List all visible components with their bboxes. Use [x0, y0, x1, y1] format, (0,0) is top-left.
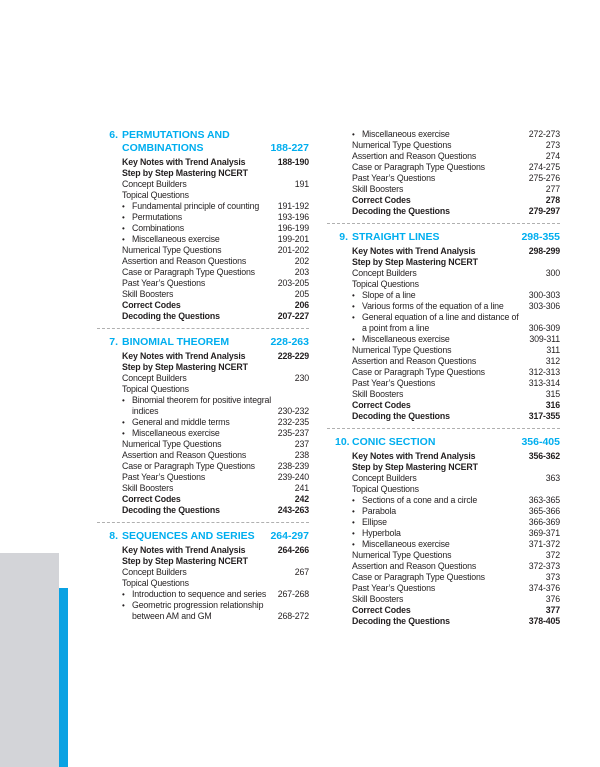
entry-pages: 205: [294, 289, 309, 299]
entry-label: Assertion and Reason Questions: [352, 356, 477, 366]
toc-entry: [122, 567, 309, 578]
entry-pages: 191-192: [277, 201, 309, 211]
entry-pages: 303-306: [528, 301, 560, 311]
toc-column-left: [105, 129, 309, 622]
bullet-icon: •: [122, 202, 125, 211]
toc-entry: [122, 256, 309, 267]
bullet-icon: •: [122, 224, 125, 233]
entry-pages: 196-199: [277, 223, 309, 233]
toc-entry: [352, 561, 560, 572]
entry-label: Correct Codes: [352, 400, 411, 410]
bullet-icon: •: [352, 302, 355, 311]
entry-pages: 373: [545, 572, 560, 582]
toc-entry: [122, 311, 309, 322]
toc-column-right: [335, 129, 560, 627]
entry-pages: 317-355: [528, 411, 560, 421]
entry-label: Slope of a line: [362, 290, 416, 300]
bullet-icon: •: [352, 291, 355, 300]
entry-label: Key Notes with Trend Analysis: [122, 157, 246, 167]
entry-label: Assertion and Reason Questions: [122, 256, 247, 266]
entry-label: Assertion and Reason Questions: [352, 561, 477, 571]
toc-entry: [122, 278, 309, 289]
toc-entry: [122, 589, 309, 600]
toc-entry: [352, 594, 560, 605]
toc-entry: [122, 168, 309, 179]
entry-pages: 309-311: [529, 334, 560, 344]
entry-label: Case or Paragraph Type Questions: [352, 162, 485, 172]
entry-label: Concept Builders: [352, 473, 417, 483]
entry-label: Past Year’s Questions: [352, 583, 436, 593]
bullet-icon: •: [352, 507, 355, 516]
toc-entry: [352, 451, 560, 462]
entry-pages: 363: [545, 473, 560, 483]
bullet-icon: •: [352, 496, 355, 505]
toc-entry: [122, 373, 309, 384]
toc-entry: [352, 411, 560, 422]
entry-label: Past Year’s Questions: [122, 278, 206, 288]
entry-label: Correct Codes: [352, 605, 411, 615]
section-heading: [339, 231, 560, 244]
toc-entry: [352, 389, 560, 400]
toc-entry: [352, 290, 560, 301]
bullet-icon: •: [122, 601, 125, 610]
entry-pages: 268-272: [277, 611, 309, 621]
section-heading: [109, 129, 309, 155]
entry-label: Skill Boosters: [352, 184, 404, 194]
entry-pages: 278: [545, 195, 560, 205]
entry-label: Skill Boosters: [122, 483, 174, 493]
toc-entry: [352, 495, 560, 506]
entry-label: Fundamental principle of counting: [132, 201, 260, 211]
bullet-icon: •: [122, 590, 125, 599]
entry-pages: 243-263: [277, 505, 309, 515]
toc-entry: [122, 472, 309, 483]
toc-entry: [352, 484, 560, 495]
toc-entry: [122, 234, 309, 245]
entry-pages: 315: [545, 389, 560, 399]
section-number: 7.: [109, 336, 118, 348]
entry-label: Key Notes with Trend Analysis: [122, 351, 246, 361]
entry-label: General equation of a line and distance of a point from a line: [362, 312, 519, 333]
toc-entry: [122, 212, 309, 223]
toc-entry: [122, 384, 309, 395]
bullet-icon: •: [122, 213, 125, 222]
entry-label: Numerical Type Questions: [352, 345, 452, 355]
entry-pages: 306-309: [528, 323, 560, 333]
entry-label: General and middle terms: [132, 417, 230, 427]
entry-pages: 207-227: [277, 311, 309, 321]
section-page-range: 228-263: [270, 336, 309, 348]
entry-label: Skill Boosters: [352, 389, 404, 399]
section-page-range: 298-355: [521, 231, 560, 243]
entry-label: Topical Questions: [352, 484, 419, 494]
section-title: CONIC SECTION: [352, 436, 436, 448]
entry-pages: 241: [294, 483, 309, 493]
toc-entry: [122, 417, 309, 428]
entry-label: Decoding the Questions: [122, 505, 220, 515]
toc-entry: [352, 367, 560, 378]
entry-label: Concept Builders: [352, 268, 417, 278]
entry-label: Introduction to sequence and series: [132, 589, 267, 599]
entry-label: Miscellaneous exercise: [132, 234, 220, 244]
entry-label: Case or Paragraph Type Questions: [352, 572, 485, 582]
entry-label: Numerical Type Questions: [352, 140, 452, 150]
dashed-separator: [327, 428, 560, 429]
dashed-separator: [97, 522, 309, 523]
entry-label: Skill Boosters: [122, 289, 174, 299]
entry-pages: 232-235: [277, 417, 309, 427]
toc-entry: [352, 246, 560, 257]
bullet-icon: •: [352, 540, 355, 549]
entry-label: Case or Paragraph Type Questions: [122, 267, 255, 277]
entry-pages: 230-232: [277, 406, 309, 416]
section-page-range: 356-405: [521, 436, 560, 448]
entry-label: Topical Questions: [122, 578, 189, 588]
bullet-icon: •: [352, 313, 355, 322]
gray-accent-bar: [0, 553, 59, 767]
toc-entry: [352, 151, 560, 162]
entry-pages: 277: [545, 184, 560, 194]
section-number: 6.: [109, 129, 118, 141]
toc-entry: [352, 605, 560, 616]
toc-entry: [352, 257, 560, 268]
section-heading: [109, 336, 309, 349]
bullet-icon: •: [122, 429, 125, 438]
entry-label: Step by Step Mastering NCERT: [122, 168, 248, 178]
toc-entry: [352, 173, 560, 184]
entry-pages: 316: [545, 400, 560, 410]
entry-pages: 203-205: [277, 278, 309, 288]
entry-label: Topical Questions: [122, 384, 189, 394]
section-title: BINOMIAL THEOREM: [122, 336, 230, 348]
entry-label: Key Notes with Trend Analysis: [352, 451, 476, 461]
entry-label: Decoding the Questions: [352, 206, 450, 216]
entry-pages: 239-240: [277, 472, 309, 482]
entry-pages: 377: [545, 605, 560, 615]
entry-label: Decoding the Questions: [352, 411, 450, 421]
bullet-icon: •: [352, 518, 355, 527]
entry-pages: 371-372: [528, 539, 560, 549]
entry-label: Case or Paragraph Type Questions: [352, 367, 485, 377]
entry-pages: 363-365: [528, 495, 560, 505]
toc-entry: [122, 428, 309, 439]
entry-label: Ellipse: [362, 517, 387, 527]
toc-entry: [122, 289, 309, 300]
bullet-icon: •: [352, 335, 355, 344]
entry-pages: 365-366: [528, 506, 560, 516]
entry-label: Correct Codes: [122, 300, 181, 310]
toc-entry: [352, 206, 560, 217]
entry-pages: 312: [545, 356, 560, 366]
entry-label: Miscellaneous exercise: [362, 129, 450, 139]
toc-entry: [352, 129, 560, 140]
entry-label: Numerical Type Questions: [122, 245, 222, 255]
entry-pages: 228-229: [277, 351, 309, 361]
toc-entry: [122, 545, 309, 556]
toc-entry: [122, 494, 309, 505]
entry-pages: 279-297: [528, 206, 560, 216]
toc-entry: [122, 556, 309, 567]
toc-entry: [352, 462, 560, 473]
entry-label: Assertion and Reason Questions: [122, 450, 247, 460]
entry-label: Assertion and Reason Questions: [352, 151, 477, 161]
section-heading: [335, 436, 560, 449]
toc-entry: [352, 550, 560, 561]
toc-entry: [352, 473, 560, 484]
entry-label: Numerical Type Questions: [352, 550, 452, 560]
entry-pages: 274-275: [528, 162, 560, 172]
bullet-icon: •: [122, 235, 125, 244]
entry-pages: 237: [294, 439, 309, 449]
entry-label: Decoding the Questions: [122, 311, 220, 321]
entry-label: Parabola: [362, 506, 397, 516]
entry-label: Past Year’s Questions: [122, 472, 206, 482]
toc-entry: [122, 245, 309, 256]
entry-pages: 193-196: [277, 212, 309, 222]
entry-label: Key Notes with Trend Analysis: [122, 545, 246, 555]
toc-entry: [352, 312, 560, 334]
toc-entry: [122, 300, 309, 311]
entry-pages: 238: [294, 450, 309, 460]
entry-pages: 230: [294, 373, 309, 383]
entry-label: Step by Step Mastering NCERT: [122, 556, 248, 566]
entry-label: Decoding the Questions: [352, 616, 450, 626]
section-page-range: 264-297: [270, 530, 309, 542]
section-title: STRAIGHT LINES: [352, 231, 440, 243]
entry-pages: 376: [545, 594, 560, 604]
entry-label: Skill Boosters: [352, 594, 404, 604]
entry-label: Concept Builders: [122, 373, 187, 383]
toc-entry: [352, 195, 560, 206]
toc-entry: [352, 345, 560, 356]
entry-label: Correct Codes: [122, 494, 181, 504]
toc-entry: [122, 461, 309, 472]
entry-label: Topical Questions: [122, 190, 189, 200]
entry-pages: 272-273: [528, 129, 560, 139]
entry-label: Miscellaneous exercise: [362, 334, 450, 344]
entry-pages: 242: [294, 494, 309, 504]
toc-entry: [352, 572, 560, 583]
toc-entry: [122, 450, 309, 461]
entry-pages: 374-376: [528, 583, 560, 593]
toc-entry: [122, 483, 309, 494]
entry-label: Key Notes with Trend Analysis: [352, 246, 476, 256]
entry-pages: 203: [294, 267, 309, 277]
toc-entry: [352, 539, 560, 550]
toc-entry: [352, 356, 560, 367]
toc-entry: [122, 190, 309, 201]
entry-pages: 369-371: [528, 528, 560, 538]
entry-label: Miscellaneous exercise: [362, 539, 450, 549]
toc-entry: [122, 201, 309, 212]
bullet-icon: •: [122, 396, 125, 405]
entry-pages: 300: [545, 268, 560, 278]
toc-entry: [352, 140, 560, 151]
entry-label: Binomial theorem for positive integral indices: [132, 395, 272, 416]
section-heading: [109, 530, 309, 543]
entry-label: Concept Builders: [122, 567, 187, 577]
entry-pages: 202: [294, 256, 309, 266]
toc-entry: [352, 400, 560, 411]
entry-label: Combinations: [132, 223, 184, 233]
entry-pages: 201-202: [277, 245, 309, 255]
entry-pages: 191: [294, 179, 309, 189]
toc-entry: [122, 578, 309, 589]
entry-label: Correct Codes: [352, 195, 411, 205]
entry-label: Past Year’s Questions: [352, 173, 436, 183]
entry-pages: 366-369: [528, 517, 560, 527]
section-title: SEQUENCES AND SERIES: [122, 530, 255, 542]
entry-pages: 372-373: [528, 561, 560, 571]
entry-pages: 235-237: [277, 428, 309, 438]
blue-accent-bar: [59, 588, 68, 767]
section-number: 8.: [109, 530, 118, 542]
toc-entry: [122, 351, 309, 362]
toc-entry: [352, 616, 560, 627]
entry-label: Case or Paragraph Type Questions: [122, 461, 255, 471]
section-page-range: 188-227: [270, 142, 309, 154]
entry-label: Step by Step Mastering NCERT: [352, 257, 478, 267]
bullet-icon: •: [122, 418, 125, 427]
toc-entry: [122, 179, 309, 190]
toc-entry: [352, 162, 560, 173]
entry-label: Hyperbola: [362, 528, 401, 538]
toc-entry: [122, 600, 309, 622]
toc-entry: [352, 334, 560, 345]
toc-entry: [352, 184, 560, 195]
toc-entry: [122, 267, 309, 278]
section-number: 10.: [335, 436, 350, 448]
toc-entry: [352, 268, 560, 279]
toc-entry: [122, 395, 309, 417]
toc-entry: [352, 301, 560, 312]
entry-label: Permutations: [132, 212, 183, 222]
entry-label: Concept Builders: [122, 179, 187, 189]
dashed-separator: [327, 223, 560, 224]
toc-entry: [122, 157, 309, 168]
entry-pages: 264-266: [277, 545, 309, 555]
toc-entry: [122, 362, 309, 373]
entry-pages: 311: [546, 345, 560, 355]
entry-pages: 274: [545, 151, 560, 161]
entry-pages: 312-313: [528, 367, 560, 377]
toc-entry: [352, 378, 560, 389]
entry-pages: 206: [294, 300, 309, 310]
entry-label: Sections of a cone and a circle: [362, 495, 478, 505]
entry-pages: 273: [545, 140, 560, 150]
toc-entry: [122, 223, 309, 234]
section-title: PERMUTATIONS AND COMBINATIONS: [122, 129, 230, 154]
entry-label: Various forms of the equation of a line: [362, 301, 504, 311]
entry-pages: 378-405: [528, 616, 560, 626]
toc-entry: [352, 279, 560, 290]
entry-pages: 238-239: [277, 461, 309, 471]
entry-pages: 267: [294, 567, 309, 577]
entry-label: Topical Questions: [352, 279, 419, 289]
entry-pages: 275-276: [528, 173, 560, 183]
entry-label: Miscellaneous exercise: [132, 428, 220, 438]
entry-pages: 372: [545, 550, 560, 560]
toc-entry: [352, 517, 560, 528]
entry-pages: 199-201: [277, 234, 309, 244]
toc-entry: [352, 506, 560, 517]
entry-label: Past Year’s Questions: [352, 378, 436, 388]
toc-entry: [122, 439, 309, 450]
entry-pages: 188-190: [277, 157, 309, 167]
toc-entry: [122, 505, 309, 516]
bullet-icon: •: [352, 130, 355, 139]
entry-pages: 356-362: [528, 451, 560, 461]
entry-pages: 313-314: [528, 378, 560, 388]
toc-entry: [352, 528, 560, 539]
entry-label: Geometric progression relationship between AM and GM: [132, 600, 264, 621]
entry-pages: 298-299: [528, 246, 560, 256]
entry-pages: 267-268: [277, 589, 309, 599]
entry-label: Step by Step Mastering NCERT: [352, 462, 478, 472]
toc-entry: [352, 583, 560, 594]
entry-label: Step by Step Mastering NCERT: [122, 362, 248, 372]
entry-label: Numerical Type Questions: [122, 439, 222, 449]
bullet-icon: •: [352, 529, 355, 538]
section-number: 9.: [339, 231, 348, 243]
dashed-separator: [97, 328, 309, 329]
entry-pages: 300-303: [528, 290, 560, 300]
